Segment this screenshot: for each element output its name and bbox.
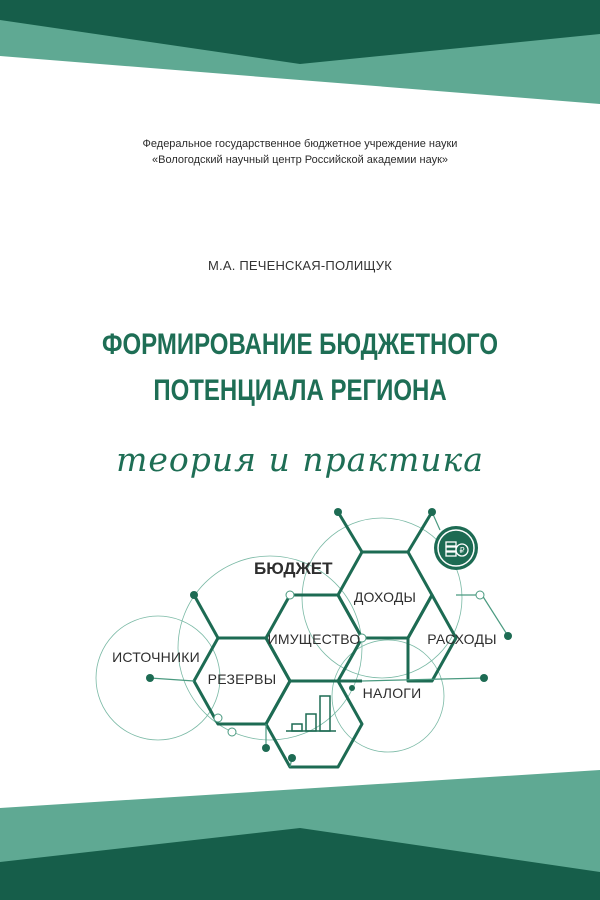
label-property: ИМУЩЕСТВО — [267, 631, 361, 647]
label-budget: БЮДЖЕТ — [254, 559, 333, 578]
connector-sources — [150, 678, 194, 681]
coin-symbol: ₽ — [459, 546, 465, 555]
label-sources: ИСТОЧНИКИ — [112, 649, 200, 665]
node-ring — [228, 728, 236, 736]
node-dot — [504, 632, 512, 640]
node-dot — [262, 744, 270, 752]
publisher-line-1: Федеральное государственное бюджетное учреждение науки — [142, 138, 458, 150]
edge-top-left — [194, 595, 218, 638]
node-dot — [190, 591, 198, 599]
label-reserves: РЕЗЕРВЫ — [207, 671, 277, 687]
hexagon-diagram — [0, 500, 600, 790]
title-line-1: ФОРМИРОВАНИЕ БЮДЖЕТНОГО — [102, 328, 498, 361]
publisher — [0, 136, 600, 168]
author: М.А. ПЕЧЕНСКАЯ-ПОЛИЩУК — [207, 258, 393, 273]
publisher-line-2: «Вологодский научный центр Российской академии наук» — [151, 154, 449, 166]
hex-chart — [266, 681, 362, 767]
label-income: ДОХОДЫ — [353, 589, 417, 605]
edge-top-right — [408, 512, 432, 552]
book-title — [60, 322, 540, 414]
edge-top — [338, 512, 362, 552]
node-dot — [288, 754, 296, 762]
label-expenses: РАСХОДЫ — [427, 631, 497, 647]
title-line-2: ПОТЕНЦИАЛА РЕГИОНА — [153, 374, 447, 407]
node-dot — [480, 674, 488, 682]
bar-chart-icon — [286, 696, 336, 731]
node-dot — [334, 508, 342, 516]
node-dot — [349, 685, 355, 691]
connector-expenses-2 — [482, 595, 508, 636]
node-ring — [286, 591, 294, 599]
coin-icon — [434, 526, 478, 570]
label-taxes: НАЛОГИ — [362, 685, 422, 701]
node-dot — [146, 674, 154, 682]
subtitle: теория и практика — [116, 440, 484, 479]
node-ring — [476, 591, 484, 599]
node-ring — [214, 714, 222, 722]
node-dot — [428, 508, 436, 516]
